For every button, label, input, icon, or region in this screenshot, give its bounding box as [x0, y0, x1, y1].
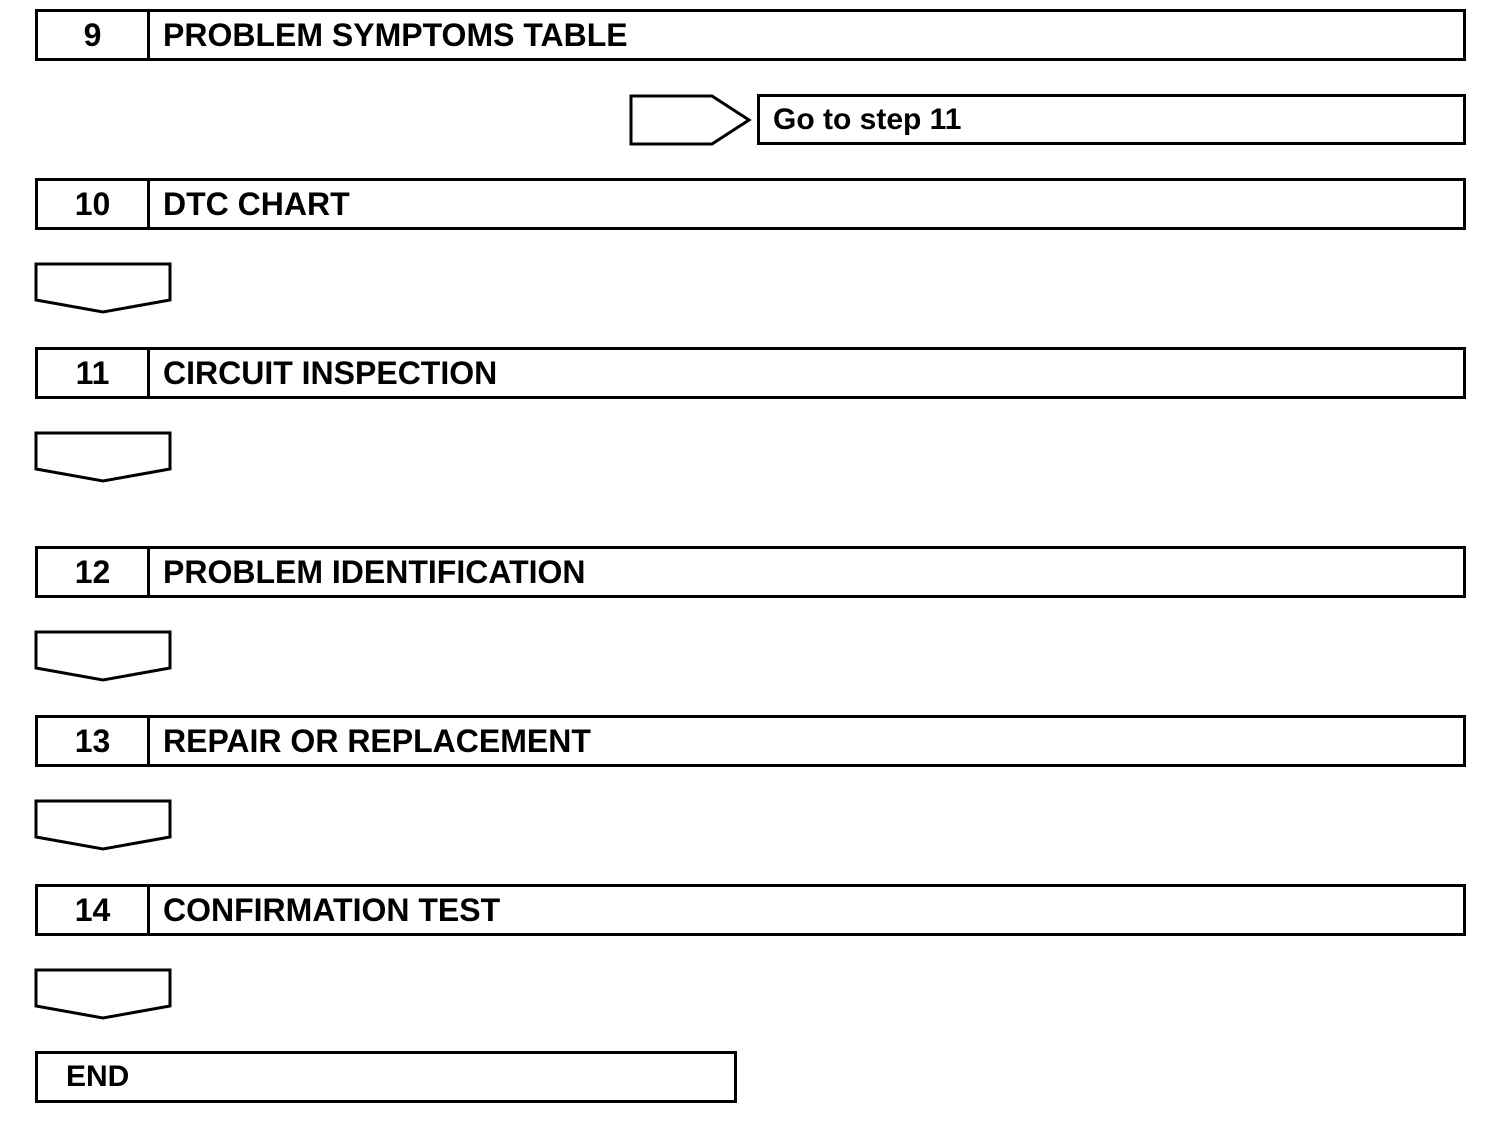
down-arrow-icon	[34, 262, 172, 314]
down-arrow-icon	[34, 799, 172, 851]
step-number: 11	[38, 350, 150, 396]
end-box	[35, 1051, 737, 1103]
step-number: 14	[38, 887, 150, 933]
step-title: PROBLEM SYMPTOMS TABLE	[163, 16, 628, 53]
step-number: 12	[38, 549, 150, 595]
step-10-box	[35, 178, 1466, 230]
step-title: DTC CHART	[163, 185, 350, 222]
step-14-box	[35, 884, 1466, 936]
branch-arrow-icon	[629, 94, 753, 146]
end-label: END	[66, 1060, 130, 1093]
down-arrow-icon	[34, 630, 172, 682]
step-number: 13	[38, 718, 150, 764]
go-to-step-label: Go to step 11	[773, 102, 962, 136]
step-12-box	[35, 546, 1466, 598]
go-to-step-box	[757, 94, 1466, 145]
step-13-box	[35, 715, 1466, 767]
step-number: 9	[38, 12, 150, 58]
down-arrow-icon	[34, 431, 172, 483]
down-arrow-icon	[34, 968, 172, 1020]
step-9-box	[35, 9, 1466, 61]
step-number: 10	[38, 181, 150, 227]
step-11-box	[35, 347, 1466, 399]
step-title: CIRCUIT INSPECTION	[163, 354, 498, 391]
step-title: PROBLEM IDENTIFICATION	[163, 553, 586, 590]
step-title: CONFIRMATION TEST	[163, 891, 501, 928]
step-title: REPAIR OR REPLACEMENT	[163, 722, 591, 759]
